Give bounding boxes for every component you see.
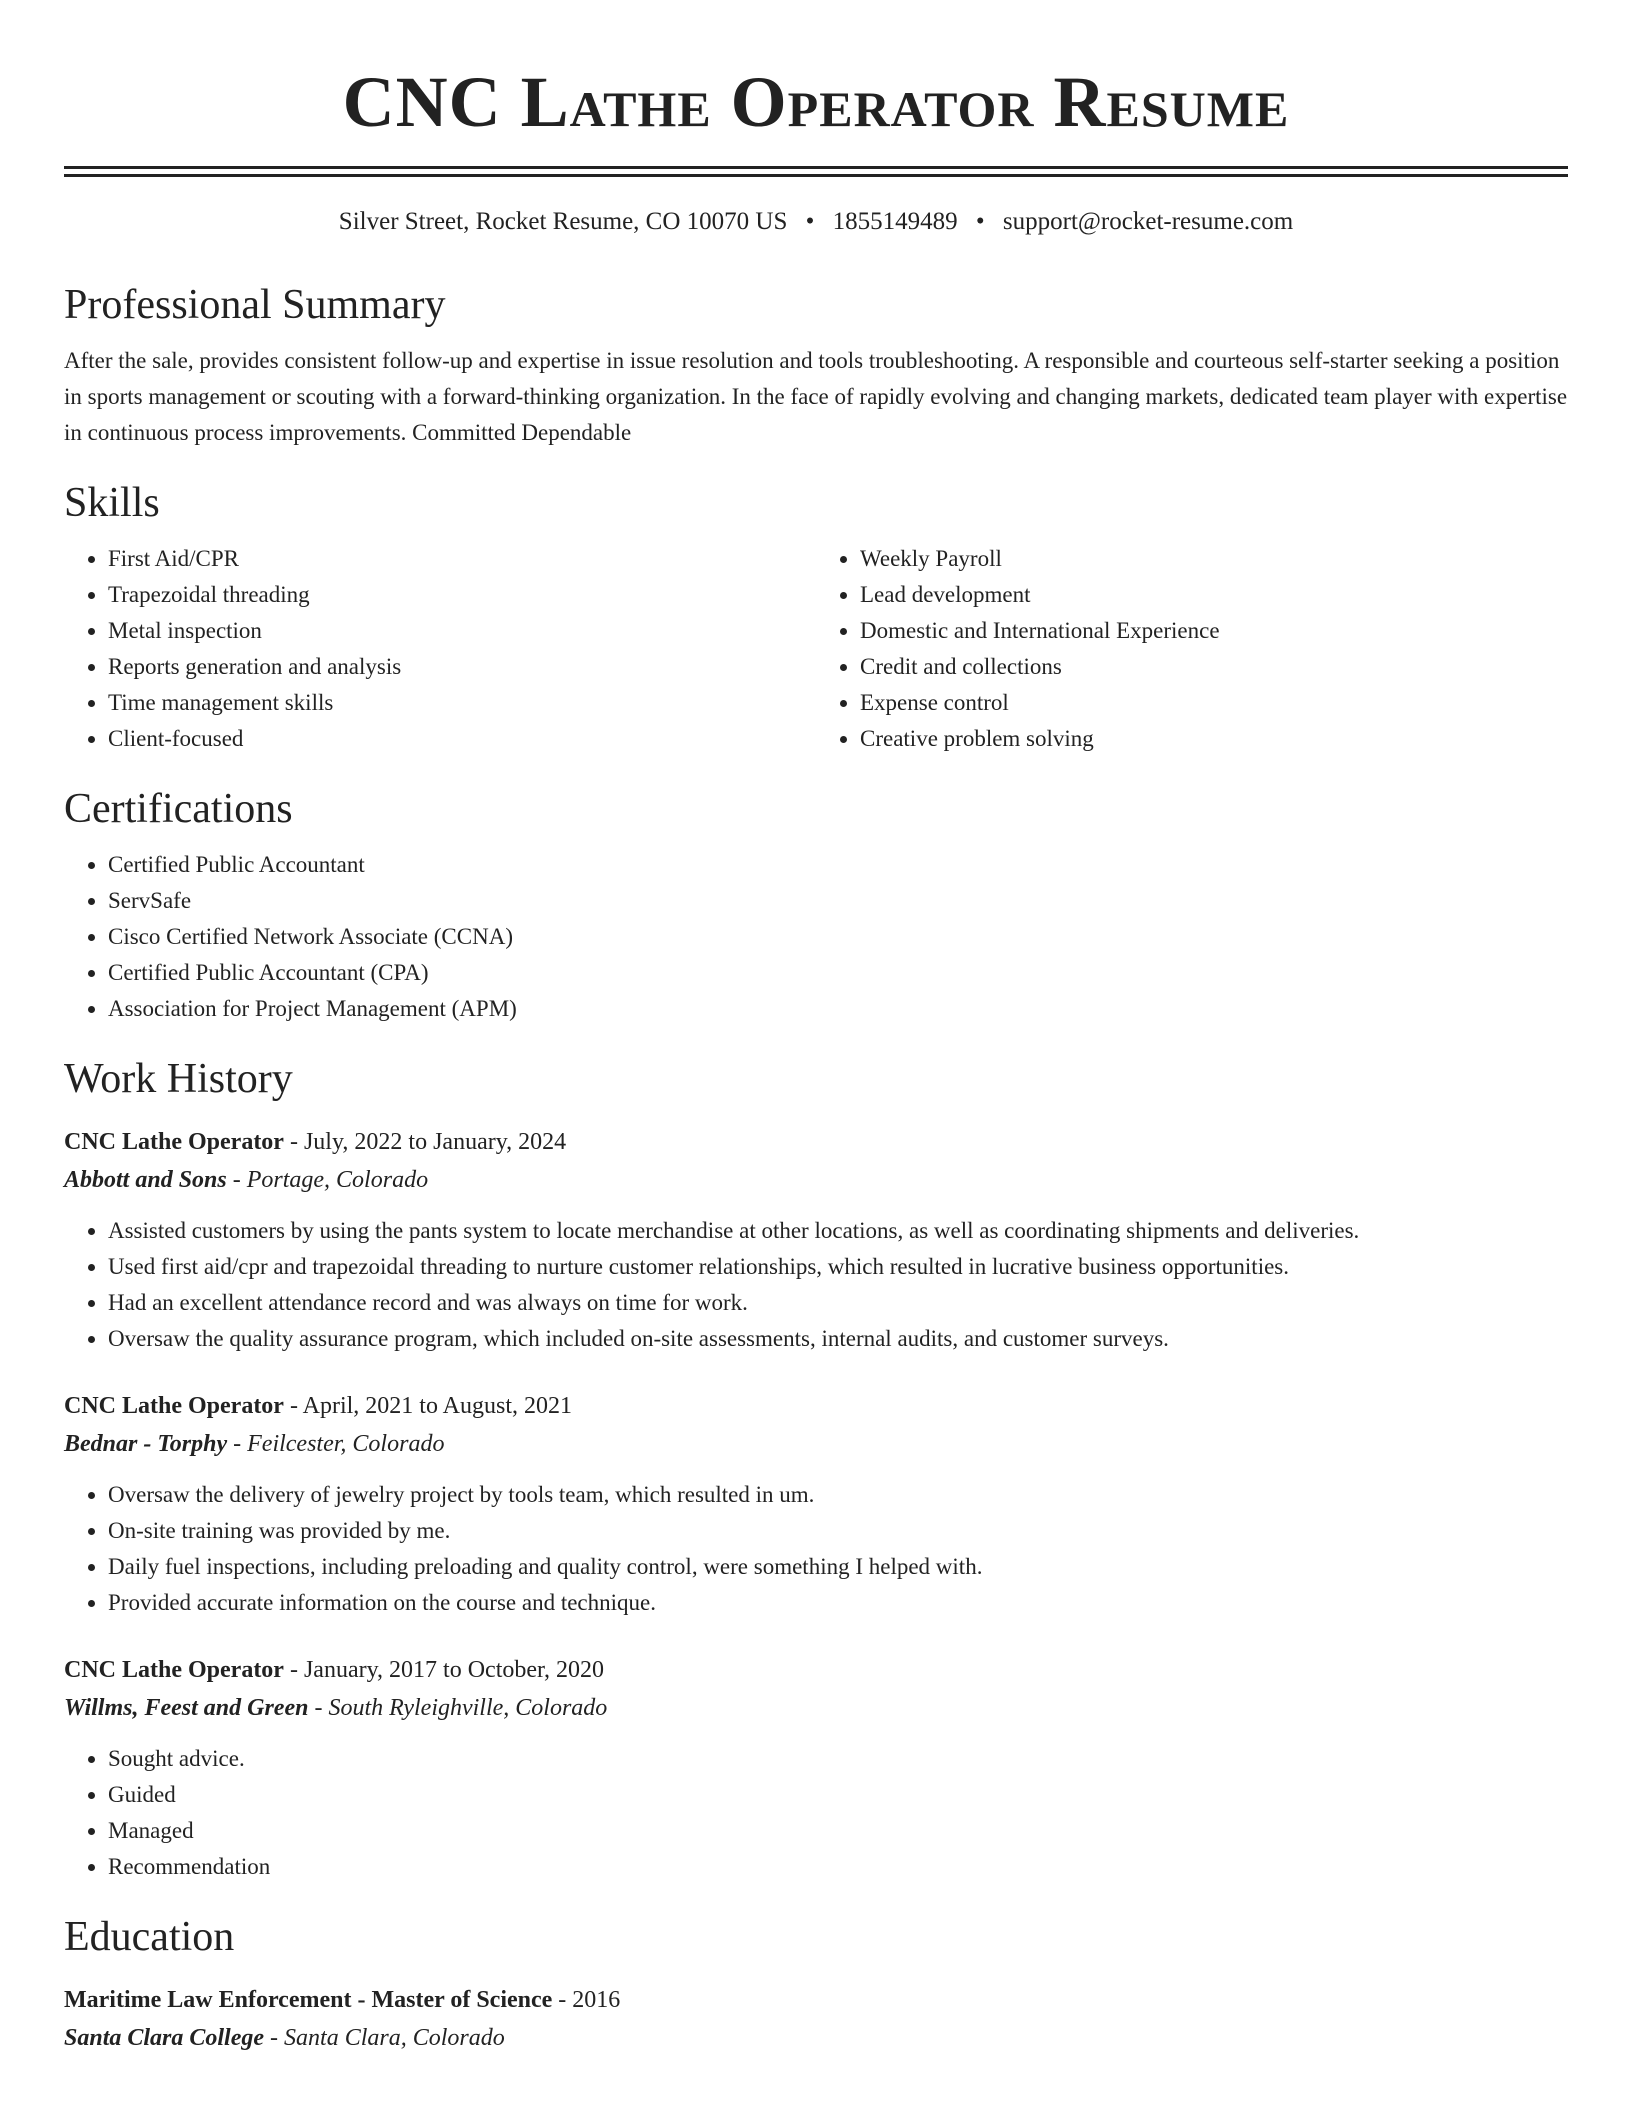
certifications-list <box>64 847 1568 1027</box>
job-dates: - April, 2021 to August, 2021 <box>283 1393 572 1419</box>
job-company: Willms, Feest and Green <box>64 1695 309 1721</box>
job-title: CNC Lathe Operator <box>64 1129 284 1155</box>
job-dates: - July, 2022 to January, 2024 <box>283 1129 567 1155</box>
summary-heading: Professional Summary <box>64 282 446 328</box>
certification-item: • Certified Public Accountant <box>108 847 1568 883</box>
skill-item: • Domestic and International Experience <box>860 613 1568 649</box>
contact-email: support@rocket-resume.com <box>1002 208 1294 235</box>
job-entry <box>64 1651 1568 1885</box>
education-school-line <box>64 2019 1568 2057</box>
contact-phone: 1855149489 <box>832 208 958 235</box>
education-degree-line <box>64 1981 1568 2019</box>
education-year: - 2016 <box>552 1987 621 2013</box>
job-bullet: • Recommendation <box>108 1849 1568 1885</box>
job-title: CNC Lathe Operator <box>64 1657 284 1683</box>
work-history-heading: Work History <box>64 1056 293 1102</box>
job-company-line <box>64 1161 1568 1199</box>
certifications-heading: Certifications <box>64 786 293 832</box>
job-bullet: • On-site training was provided by me. <box>108 1513 1568 1549</box>
education-entry <box>64 1981 1568 2057</box>
skill-item: • Creative problem solving <box>860 721 1568 757</box>
job-bullet: • Managed <box>108 1813 1568 1849</box>
job-location: - Portage, Colorado <box>226 1167 429 1193</box>
skill-item: • Metal inspection <box>108 613 816 649</box>
job-entry <box>64 1387 1568 1621</box>
contact-address: Silver Street, Rocket Resume, CO 10070 US <box>338 208 788 235</box>
title-divider-top <box>64 166 1568 169</box>
job-bullet: • Had an excellent attendance record and was always on time for work. <box>108 1285 1568 1321</box>
job-company: Bednar - Torphy <box>64 1431 228 1457</box>
skill-item: • Weekly Payroll <box>860 541 1568 577</box>
job-bullet: • Oversaw the delivery of jewelry project by tools team, which resulted in um. <box>108 1477 1568 1513</box>
job-bullet: • Assisted customers by using the pants system to locate merchandise at other locations, as well as coordinating shipments and deliveries. <box>108 1213 1568 1249</box>
skills-column-left <box>64 541 816 757</box>
job-location: - Feilcester, Colorado <box>227 1431 445 1457</box>
education-degree: Maritime Law Enforcement - Master of Science <box>64 1987 553 2013</box>
page-title: CNC Lathe Operator Resume <box>342 62 1290 142</box>
contact-separator: • <box>805 208 815 235</box>
job-location: - South Ryleighville, Colorado <box>308 1695 608 1721</box>
skills-list <box>64 529 1568 757</box>
certification-item: • Certified Public Accountant (CPA) <box>108 955 1568 991</box>
job-company-line <box>64 1425 1568 1463</box>
skills-heading: Skills <box>64 480 160 526</box>
contact-separator: • <box>975 208 985 235</box>
job-bullets <box>64 1741 1568 1885</box>
job-bullet: • Daily fuel inspections, including preloading and quality control, were something I helped with. <box>108 1549 1568 1585</box>
skill-item: • Expense control <box>860 685 1568 721</box>
job-company: Abbott and Sons <box>64 1167 227 1193</box>
job-bullet: • Guided <box>108 1777 1568 1813</box>
job-bullet: • Provided accurate information on the course and technique. <box>108 1585 1568 1621</box>
title-divider-bottom <box>64 174 1568 177</box>
job-title-line <box>64 1651 1568 1689</box>
job-title-line <box>64 1387 1568 1425</box>
certification-item: • ServSafe <box>108 883 1568 919</box>
education-school: Santa Clara College <box>64 2025 265 2051</box>
skill-item: • Time management skills <box>108 685 816 721</box>
skill-item: • Reports generation and analysis <box>108 649 816 685</box>
job-entry <box>64 1123 1568 1357</box>
education-heading: Education <box>64 1914 235 1960</box>
summary-text: After the sale, provides consistent follow-up and expertise in issue resolution and tools troubleshooting. A responsible and courteous self-starter seeking a position in sports management or scouting with a forward-thinking organization. In the face of rapidly evolving and changing markets, dedicated team player with expertise in continuous process improvements. Committed Dependable <box>64 348 1568 445</box>
skill-item: • First Aid/CPR <box>108 541 816 577</box>
job-bullet: • Used first aid/cpr and trapezoidal threading to nurture customer relationships, which resulted in lucrative business opportunities. <box>108 1249 1568 1285</box>
job-bullets <box>64 1213 1568 1357</box>
skill-item: • Credit and collections <box>860 649 1568 685</box>
job-bullet: • Oversaw the quality assurance program, which included on-site assessments, internal audits, and customer surveys. <box>108 1321 1568 1357</box>
certification-item: • Cisco Certified Network Associate (CCNA) <box>108 919 1568 955</box>
job-dates: - January, 2017 to October, 2020 <box>283 1657 605 1683</box>
job-company-line <box>64 1689 1568 1727</box>
skill-item: • Lead development <box>860 577 1568 613</box>
skills-column-right <box>816 541 1568 757</box>
job-title-line <box>64 1123 1568 1161</box>
job-bullet: • Sought advice. <box>108 1741 1568 1777</box>
skill-item: • Client-focused <box>108 721 816 757</box>
education-location: - Santa Clara, Colorado <box>264 2025 505 2051</box>
skill-item: • Trapezoidal threading <box>108 577 816 613</box>
contact-info <box>64 205 1568 239</box>
job-title: CNC Lathe Operator <box>64 1393 284 1419</box>
job-bullets <box>64 1477 1568 1621</box>
certification-item: • Association for Project Management (APM) <box>108 991 1568 1027</box>
